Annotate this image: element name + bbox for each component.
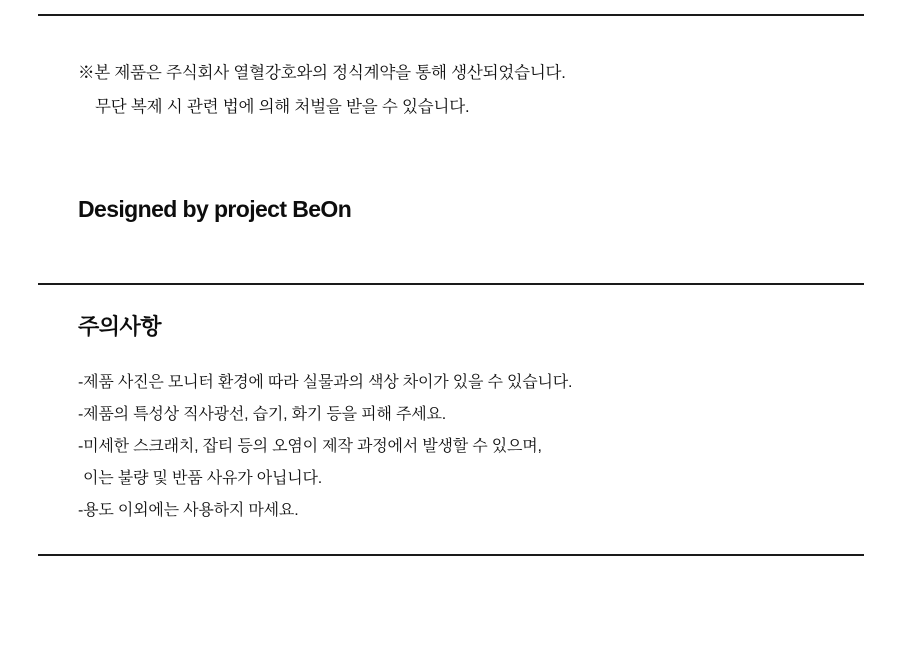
copyright-notice	[78, 56, 566, 124]
divider-top	[38, 14, 864, 16]
caution-item: 이는 불량 및 반품 사유가 아닙니다.	[83, 470, 323, 487]
caution-section	[78, 310, 572, 527]
caution-item: -제품 사진은 모니터 환경에 따라 실물과의 색상 차이가 있을 수 있습니다.	[78, 374, 573, 391]
caution-item: -제품의 특성상 직사광선, 습기, 화기 등을 피해 주세요.	[78, 406, 446, 423]
divider-bottom	[38, 554, 864, 556]
copyright-notice-line-2: 무단 복제 시 관련 법에 의해 처벌을 받을 수 있습니다.	[95, 98, 470, 116]
design-credit-title: Designed by project BeOn	[78, 196, 352, 222]
caution-item: -미세한 스크래치, 잡티 등의 오염이 제작 과정에서 발생할 수 있으며,	[78, 438, 542, 455]
divider-middle	[38, 283, 864, 285]
design-credit	[78, 196, 351, 223]
caution-item: -용도 이외에는 사용하지 마세요.	[78, 502, 299, 519]
copyright-notice-line-1: ※본 제품은 주식회사 열혈강호와의 정식계약을 통해 생산되었습니다.	[78, 64, 566, 82]
caution-heading: 주의사항	[78, 314, 162, 339]
